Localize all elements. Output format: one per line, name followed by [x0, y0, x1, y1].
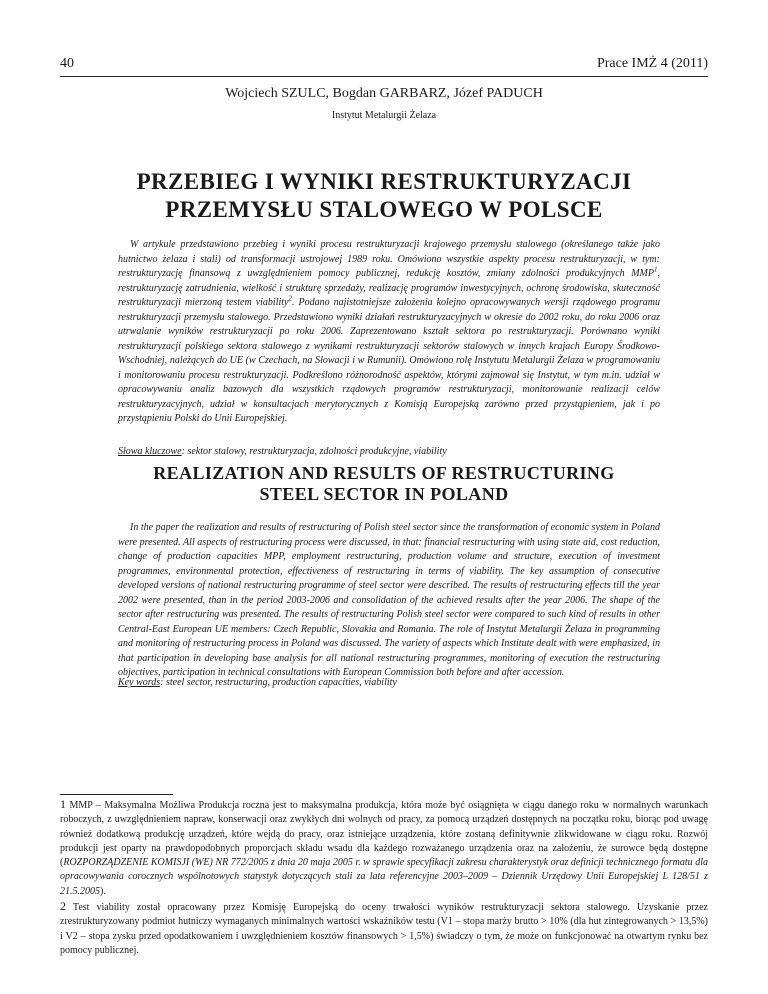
footnote-1-number: 1 [60, 797, 66, 811]
title-polish [0, 168, 768, 224]
footnote-2 [60, 899, 708, 958]
title-english-line2: STEEL SECTOR IN POLAND [259, 484, 509, 504]
footnote-1-end: ). [100, 885, 106, 897]
title-polish-line1: PRZEBIEG I WYNIKI RESTRUKTURYZACJI [136, 169, 632, 194]
affiliation: Instytut Metalurgii Żelaza [331, 110, 437, 121]
footnote-2-text: Test viability został opracowany przez Komisję Europejską do oceny trwałości wyników restrukturyzacji sektora stalowego. Uzyskanie przez zrestrukturyzowany podmiot hutniczy wymaganych minimalnych wartości wskaźników testu (V1 – stopa marży brutto > 10% (dla hut zintegrowanych > 13,5%) i V2 – stopa zysku przed opodatkowaniem i uwzględnieniem kosztów finansowych > 1,5%) świadczy o tym, że może on funkcjonować na otwartym rynku bez pomocy publicznej. [60, 902, 708, 956]
abstract-polish-part3: . Podano najistotniejsze założenia kolejno opracowywanych wersji rządowego programu restrukturyzacji przemysłu stalowego. Przedstawiono wyniki działań restrukturyzacyjnych w okresie do 2002 roku, do roku 2006 oraz utrwalanie wyników restrukturyzacji po roku 2006. Zaprezentowano kształt sektora po restrukturyzacji. Porównano wyniki restrukturyzacji polskiego sektora stalowego z wynikami restrukturyzacji sektorów stalowych w innych krajach Europy Środkowo-Wschodniej, należących do UE (w Czechach, na Słowacji i w Rumunii). Omówiono rolę Instytutu Metalurgii Żelaza w programowaniu i monitorowaniu procesu restrukturyzacji. Podkreślono różnorodność aspektów, którymi zajmował się Instytut, w tym m.in. udział w opracowywaniu analiz bazowych dla wszystkich rządowych programów restrukturyzacji, monitorowanie realizacji celów restrukturyzacyjnych, udział w konsultacjach merytorycznych z Komisją Europejską zarówno przed przystąpieniem, jak i po przystąpieniu Polski do Unii Europejskiej. [118, 297, 660, 424]
footnote-ref-1: 1 [654, 265, 658, 274]
abstract-polish [118, 238, 660, 427]
footnote-1 [60, 797, 708, 899]
abstract-english [118, 521, 660, 681]
footnote-ref-2: 2 [288, 294, 292, 303]
keywords-english-text: : steel sector, restructuring, production capacities, viability [160, 677, 397, 688]
header-rule [60, 76, 708, 77]
footnote-rule [60, 794, 173, 795]
abstract-english-text: In the paper the realization and results of restructuring of Polish steel sector since the transformation of economic system in Poland were presented. All aspects of restructuring process were discussed, in that: financial restructuring with using state aid, cost reduction, change of production capacities MPP, employment restructuring, production volume and structure, execution of investment programmes, environmental protection, effectiveness of restructuring in terms of viability. The key assumption of consecutive developed versions of national restructuring programme of steel sector were described. The results of restructuring effects till the year 2002 were presented, than in the period 2003-2006 and consolidation of the achieved results after the year 2006. The shape of the sector after restructuring was presented. The results of restructuring Polish steel sector were compared to such kind of results in other Central-East European UE members: Czech Republic, Slovakia and Romania. The role of Instytut Metalurgii Żelaza in programming and monitoring of restructuring process in Poland was discussed. The variety of aspects which Institute dealt with were emphasized, in that participation in developing base analysis for all national restructuring programmes, monitoring of execution the restructuring objectives, participation in technical consultations with European Commission both before and after accession. [118, 522, 660, 678]
journal-reference: Prace IMŻ 4 (2011) [596, 56, 708, 71]
page-number: 40 [60, 56, 74, 71]
keywords-polish-text: : sektor stalowy, restrukturyzacja, zdolności produkcyjne, viability [181, 446, 447, 457]
keywords-english-label: Key words [118, 677, 161, 688]
title-english-line1: REALIZATION AND RESULTS OF RESTRUCTURING [153, 463, 615, 483]
authors: Wojciech SZULC, Bogdan GARBARZ, Józef PADUCH [225, 86, 543, 101]
footnote-2-number: 2 [60, 899, 66, 914]
footnote-1-citation: ROZPORZĄDZENIE KOMISJI (WE) NR 772/2005 z dnia 20 maja 2005 r. w sprawie specyfikacji zakresu charakterystyk oraz definicji technicznego formatu dla opracowywania corocznych wspólnotowych statystyk dotyczących stali za lata referencyjne 2003–2009 – Dziennik Urzędowy Unii Europejskiej L 128/51 z 21.5.2005 [60, 857, 708, 897]
abstract-polish-part2: , restrukturyzację zatrudnienia, wielkość i strukturę sprzedaży, realizację programów inwestycyjnych, ochronę środowiska, skuteczność restrukturyzacji mierzoną testem viability [118, 268, 660, 308]
abstract-polish-part1: W artykule przedstawiono przebieg i wyniki procesu restrukturyzacji krajowego przemysłu stalowego (określanego także jako hutnictwo żelaza i stali) od transformacji ustrojowej 1989 roku. Omówiono wszystkie aspekty procesu restrukturyzacji, w tym: restrukturyzację finansową z uwzględnieniem pomocy publicznej, redukcję kosztów, zmiany zdolności produkcyjnych MMP [118, 239, 660, 279]
keywords-english [118, 677, 660, 688]
keywords-polish-label: Słowa kluczowe [118, 446, 182, 457]
title-polish-line2: PRZEMYSŁU STALOWEGO W POLSCE [165, 197, 603, 222]
footnote-1-text: MMP – Maksymalna Możliwa Produkcja roczna jest to maksymalna produkcja, która może być osiągnięta w ciągu danego roku w normalnych warunkach roboczych, z uwzględnieniem napraw, konserwacji oraz zwykłych dni wolnych od pracy, za pomocą urządzeń dostępnych na początku roku, biorąc pod uwagę również dodatkową produkcję urządzeń, które wejdą do pracy, oraz istniejące urządzenia, które zostaną definitywnie zlikwidowane w ciągu roku. Rozwój produkcji jest oparty na prawdopodobnych proporcjach składu wsadu dla każdego rozważanego urządzenia oraz na założeniu, że surowce będą dostępne ( [60, 800, 708, 869]
keywords-polish [118, 446, 660, 457]
title-english [0, 463, 768, 505]
footnotes [60, 797, 708, 958]
